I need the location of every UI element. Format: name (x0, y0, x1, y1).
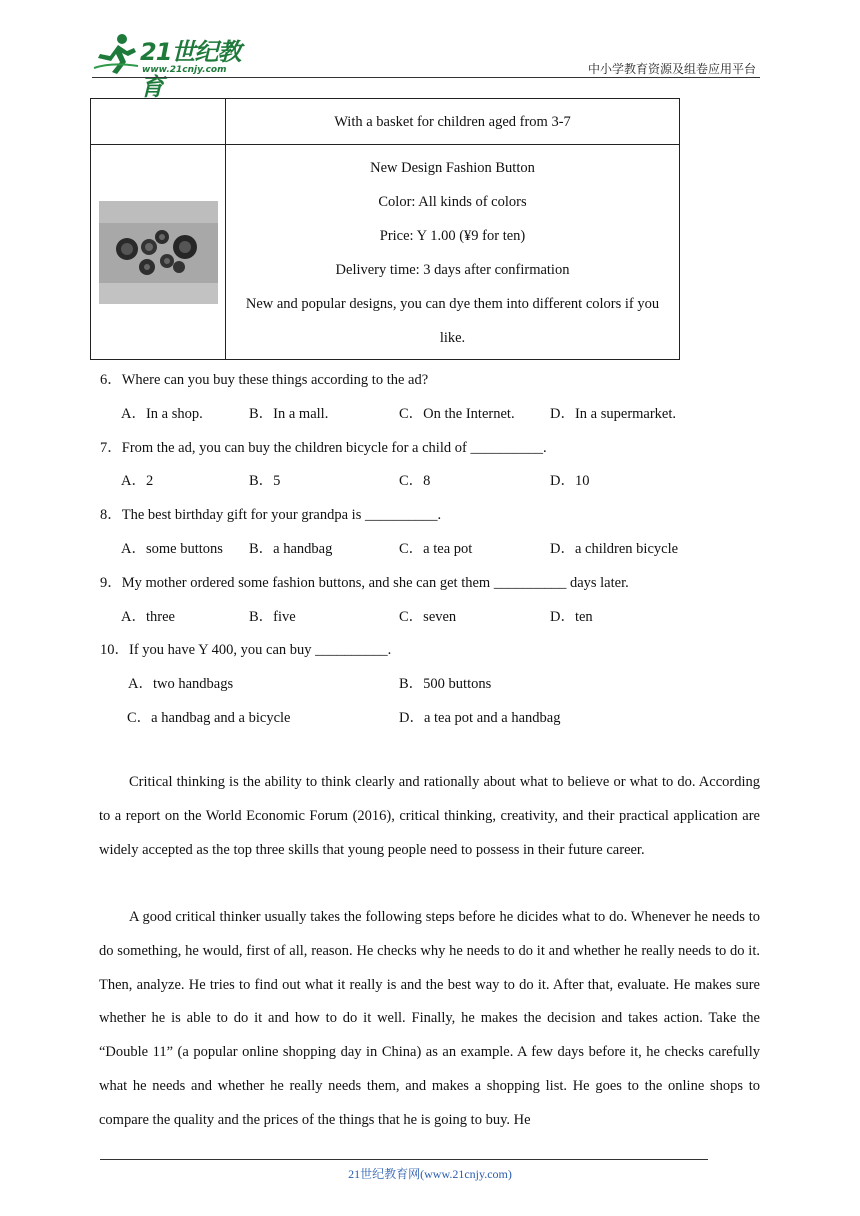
q6-option-c: C．On the Internet. (399, 406, 515, 422)
q10-option-a: A．two handbags (128, 676, 234, 692)
q8-option-d: D．a children bicycle (550, 541, 679, 557)
button-description-cell (226, 145, 680, 360)
button-designs: New and popular designs, you can dye them into different colors if you (245, 296, 660, 312)
bicycle-description-cell (226, 99, 680, 145)
footer-divider (100, 1159, 708, 1160)
question-10: 10．If you have Y 400, you can buy __________. (100, 642, 392, 658)
table-row (91, 99, 680, 145)
q7-option-b: B．5 (249, 473, 281, 489)
q6-option-d: D．In a supermarket. (550, 406, 677, 422)
bicycle-description: With a basket for children aged from 3-7 (334, 113, 571, 130)
question-6: 6．Where can you buy these things according to the ad? (100, 372, 429, 388)
q7-option-c: C．8 (399, 473, 431, 489)
q7-option-d: D．10 (550, 473, 590, 489)
passage-paragraph-1: Critical thinking is the ability to think clearly and rationally about what to believe or what to do. According to a report on the World Economic Forum (2016), critical thinking, creativity, and their practical application are widely accepted as the top three skills that young people need to possess in their future career. (99, 774, 760, 858)
runner-logo-icon (92, 32, 142, 76)
q6-option-a: A．In a shop. (121, 406, 203, 422)
page-header (92, 30, 760, 101)
q8-option-a: A．some buttons (121, 541, 223, 557)
site-logo (92, 32, 262, 101)
question-9: 9．My mother ordered some fashion buttons, and she can get them __________ days later. (100, 575, 629, 591)
button-title: New Design Fashion Button (370, 160, 535, 176)
button-delivery: Delivery time: 3 days after confirmation (335, 262, 570, 278)
header-divider (92, 77, 760, 78)
logo-url: www.21cnjy.com (142, 65, 227, 75)
q8-option-c: C．a tea pot (399, 541, 473, 557)
footer-text: 21世纪教育网(www.21cnjy.com) (348, 1167, 512, 1181)
q9-option-d: D．ten (550, 609, 593, 625)
button-photo-cell (91, 145, 226, 360)
table-row (91, 145, 680, 360)
ad-table (90, 98, 680, 360)
question-8: 8．The best birthday gift for your grandpa is __________. (100, 507, 442, 523)
q10-option-b: B．500 buttons (399, 676, 492, 692)
empty-cell (91, 99, 226, 145)
platform-title: 中小学教育资源及组卷应用平台 (587, 62, 756, 76)
q8-option-b: B．a handbag (249, 541, 333, 557)
q9-option-a: A．three (121, 609, 175, 625)
passage-paragraph-2: A good critical thinker usually takes the following steps before he dicides what to do. Whenever he needs to do something, he would, first of all, reason. He checks why he needs to do it and whether he really needs to do it. Then, analyze. He tries to find out what it really is and the best way to do it. After that, evaluate. He makes sure whether he is able to do it and how to do it well. Finally, he makes the decision and takes action. Take the “Double 11” (a popular online shopping day in China) as an example. A few days before it, he checks carefully what he needs and whether he really needs them, and makes a shopping list. He goes to the online shops to compare the quality and the prices of the things that he is going to buy. He (99, 909, 760, 1128)
q10-option-c: C．a handbag and a bicycle (127, 710, 291, 726)
buttons-photo (99, 201, 218, 304)
button-price: Price: Y 1.00 (¥9 for ten) (379, 228, 526, 244)
q9-option-c: C．seven (399, 609, 457, 625)
q9-option-b: B．five (249, 609, 296, 625)
buttons-image-icon (99, 201, 218, 304)
logo-text: 21世纪教育 (140, 38, 241, 101)
q7-option-a: A．2 (121, 473, 154, 489)
button-color: Color: All kinds of colors (378, 194, 527, 210)
question-7: 7．From the ad, you can buy the children bicycle for a child of __________. (100, 440, 547, 456)
q10-option-d: D．a tea pot and a handbag (399, 710, 561, 726)
button-designs-end: like. (439, 330, 466, 346)
q6-option-b: B．In a mall. (249, 406, 329, 422)
